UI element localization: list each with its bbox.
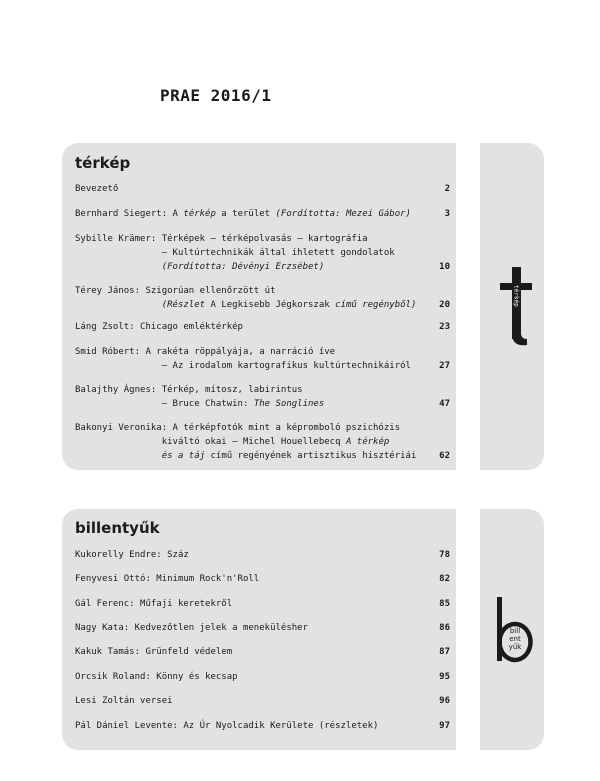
entry-line: Kukorelly Endre: Száz: [75, 550, 189, 560]
toc-entry[interactable]: [75, 284, 416, 312]
toc-entry[interactable]: [75, 232, 395, 274]
page-number: 82: [439, 574, 450, 584]
section-divider: [456, 143, 480, 470]
entry-text: A Legkisebb Jégkorszak: [210, 300, 330, 310]
entry-line: [75, 260, 395, 274]
page-number: 47: [439, 399, 450, 409]
toc-entry[interactable]: [75, 207, 411, 221]
page-number: 20: [439, 300, 450, 310]
page-number: 87: [439, 647, 450, 657]
logo-text: térkép: [512, 284, 519, 307]
entry-line: [75, 435, 416, 449]
entry-text: a terület: [215, 209, 276, 219]
section-billentyuk: [62, 509, 544, 750]
logo-text: yűk: [508, 642, 521, 651]
entry-line: Láng Zsolt: Chicago emléktérkép: [75, 322, 243, 332]
entry-italic: A térkép: [345, 437, 390, 447]
entry-line: Smid Róbert: A rakéta röppályája, a narráció íve: [75, 347, 336, 357]
entry-line: Sybille Krämer: Térképek – térképolvasás – kartográfia: [75, 234, 368, 244]
entry-indent: [75, 262, 162, 272]
toc-entry[interactable]: [75, 320, 243, 334]
toc-entry[interactable]: [75, 345, 411, 373]
section-divider: [456, 509, 480, 750]
toc-entry[interactable]: [75, 694, 173, 708]
terkep-t-icon: [495, 265, 535, 349]
entry-line: – Kultúrtechnikák által ihletett gondolatok: [75, 248, 395, 258]
page-title: PRAE 2016/1: [160, 86, 272, 105]
entry-text: című regényének artisztikus hisztériái: [205, 451, 417, 461]
toc-entry[interactable]: [75, 719, 378, 733]
page-number: 62: [439, 451, 450, 461]
entry-indent: kiváltó okai – Michel Houellebecq: [75, 437, 346, 447]
entry-line: – Az irodalom kartografikus kultúrtechnikáiról: [75, 361, 411, 371]
billentyuk-logo: [485, 509, 544, 750]
page-number: 23: [439, 322, 450, 332]
entry-line: Kakuk Tamás: Grünfeld védelem: [75, 647, 233, 657]
entry-indent: [75, 451, 162, 461]
toc-entry[interactable]: [75, 670, 238, 684]
page-number: 3: [444, 209, 450, 219]
toc-entry[interactable]: [75, 421, 416, 463]
entry-italic: című regényből): [329, 300, 417, 310]
page-number: 85: [439, 599, 450, 609]
toc-entry[interactable]: [75, 645, 232, 659]
entry-line: Gál Ferenc: Műfaji keretekről: [75, 599, 233, 609]
entry-text: Bernhard Siegert: A: [75, 209, 184, 219]
page-number: 86: [439, 623, 450, 633]
section-title: térkép: [75, 154, 131, 172]
toc-entry[interactable]: [75, 548, 189, 562]
logo-text: ent: [508, 634, 521, 643]
page-number: 78: [439, 550, 450, 560]
page-number: 95: [439, 672, 450, 682]
entry-italic: The Songlines: [253, 399, 325, 409]
entry-line: [75, 449, 416, 463]
entry-italic: (Részlet: [161, 300, 211, 310]
entry-indent: [75, 300, 162, 310]
translator-credit: (Fordította: Mezei Gábor): [275, 209, 411, 219]
toc-entry[interactable]: [75, 597, 232, 611]
translator-credit: (Fordította: Dévényi Erzsébet): [161, 262, 325, 272]
page-number: 96: [439, 696, 450, 706]
terkep-logo: [485, 143, 544, 470]
section-terkep: [62, 143, 544, 470]
entry-line: Lesi Zoltán versei: [75, 696, 173, 706]
page-number: 10: [439, 262, 450, 272]
entry-line: Nagy Kata: Kedvezőtlen jelek a menekülésher: [75, 623, 308, 633]
entry-line: Fenyvesi Ottó: Minimum Rock'n'Roll: [75, 574, 260, 584]
entry-italic: térkép: [183, 209, 216, 219]
toc-entry[interactable]: [75, 621, 308, 635]
entry-line: Bakonyi Veronika: A térképfotók mint a képromboló pszichózis: [75, 423, 401, 433]
section-title: billentyűk: [75, 519, 160, 537]
logo-text: bill: [509, 626, 520, 635]
toc-entry[interactable]: [75, 383, 324, 411]
page-number: 97: [439, 721, 450, 731]
entry-line: Bevezető: [75, 184, 119, 194]
entry-line: Balajthy Ágnes: Térkép, mítosz, labirintus: [75, 385, 303, 395]
entry-indent: – Bruce Chatwin:: [75, 399, 254, 409]
entry-line: Térey János: Szigorúan ellenőrzött út: [75, 286, 276, 296]
page-number: 27: [439, 361, 450, 371]
toc-entry[interactable]: [75, 182, 118, 196]
entry-line: Orcsik Roland: Könny és kecsap: [75, 672, 238, 682]
page-number: 2: [444, 184, 450, 194]
entry-italic: és a táj: [161, 451, 206, 461]
toc-entry[interactable]: [75, 572, 259, 586]
entry-line: [75, 207, 411, 221]
entry-line: [75, 298, 416, 312]
entry-line: Pál Dániel Levente: Az Úr Nyolcadik Kerülete (részletek): [75, 721, 379, 731]
entry-line: [75, 397, 324, 411]
billentyuk-b-icon: [493, 595, 537, 665]
